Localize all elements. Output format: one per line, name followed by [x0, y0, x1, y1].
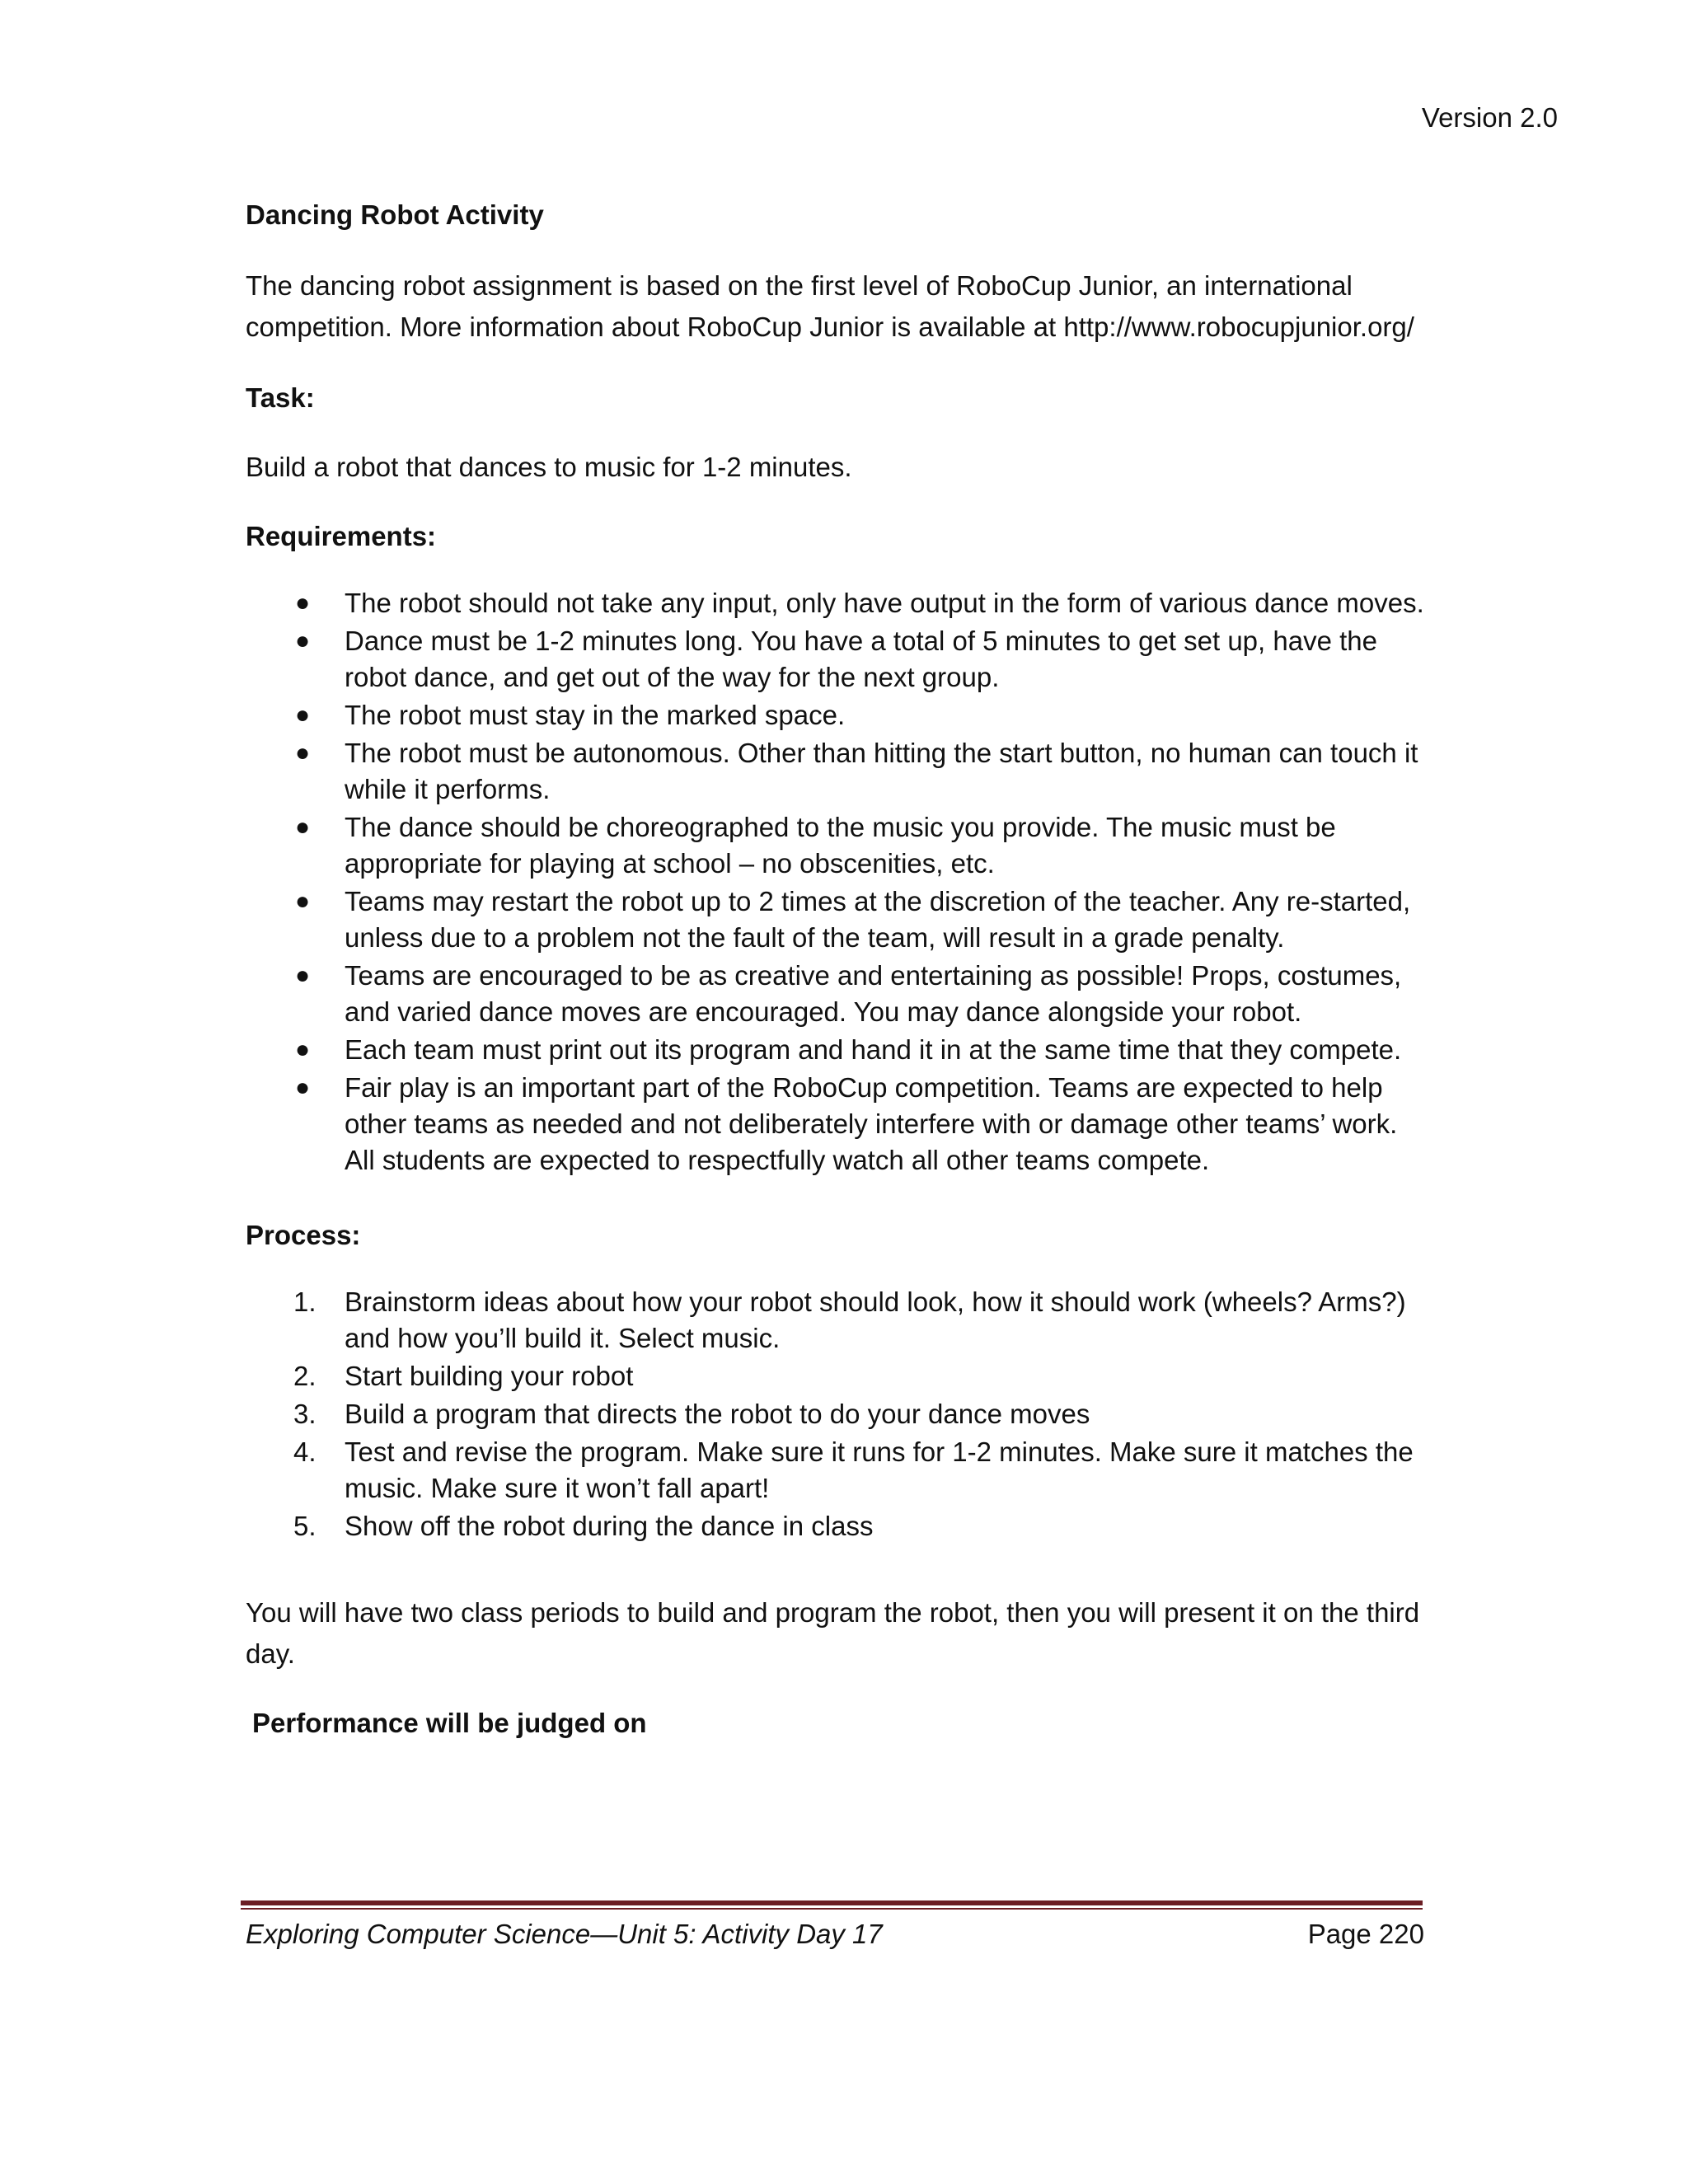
- list-item: [246, 623, 1432, 696]
- step-number: 4.: [293, 1436, 316, 1467]
- process-heading: Process:: [246, 1220, 361, 1250]
- performance-heading: Performance will be judged on: [252, 1708, 647, 1738]
- step-text: Start building your robot: [345, 1361, 634, 1391]
- step-number: 2.: [293, 1361, 316, 1391]
- bullet-icon: ●: [295, 701, 311, 729]
- version-label: Version 2.0: [1421, 102, 1558, 133]
- list-item: [246, 1396, 1432, 1432]
- list-item: [246, 883, 1432, 956]
- task-heading: Task:: [246, 382, 315, 413]
- process-list: [246, 1284, 1432, 1544]
- list-item: [246, 809, 1432, 882]
- footer-page-number: Page 220: [1307, 1919, 1424, 1949]
- requirement-text: Teams may restart the robot up to 2 times at the discretion of the teacher. Any re-started, unless due to a problem not the fault of the team, will result in a grade penalty.: [345, 886, 1411, 953]
- step-text: Build a program that directs the robot to do your dance moves: [345, 1399, 1090, 1429]
- requirement-text: Dance must be 1-2 minutes long. You have a total of 5 minutes to get set up, have the robot dance, and get out of the way for the next group.: [345, 626, 1377, 692]
- document-body: [246, 194, 1432, 1744]
- list-item: [246, 1032, 1432, 1068]
- bullet-icon: ●: [295, 962, 311, 989]
- footer-rule-thin: [241, 1908, 1423, 1910]
- list-item: [246, 1284, 1432, 1357]
- list-item: [246, 1070, 1432, 1179]
- bullet-icon: ●: [295, 627, 311, 654]
- bullet-icon: ●: [295, 888, 311, 915]
- document-title: Dancing Robot Activity: [246, 199, 544, 230]
- bullet-icon: ●: [295, 1074, 311, 1101]
- step-number: 3.: [293, 1399, 316, 1429]
- closing-paragraph: You will have two class periods to build and program the robot, then you will present it on the third day.: [246, 1597, 1420, 1669]
- requirement-text: The robot should not take any input, only have output in the form of various dance moves.: [345, 588, 1424, 618]
- requirement-text: The dance should be choreographed to the music you provide. The music must be appropriate for playing at school – no obscenities, etc.: [345, 812, 1336, 879]
- footer-rule-thick: [241, 1900, 1423, 1905]
- intro-paragraph: The dancing robot assignment is based on the first level of RoboCup Junior, an international competition. More information about RoboCup Junior is available at http://www.robocupjunior.org/: [246, 270, 1414, 342]
- bullet-icon: ●: [295, 813, 311, 841]
- step-number: 1.: [293, 1286, 316, 1317]
- requirement-text: The robot must be autonomous. Other than hitting the start button, no human can touch it while it performs.: [345, 738, 1418, 804]
- list-item: [246, 697, 1432, 733]
- step-text: Show off the robot during the dance in class: [345, 1511, 874, 1541]
- step-text: Brainstorm ideas about how your robot should look, how it should work (wheels? Arms?) and how you’ll build it. Select music.: [345, 1286, 1406, 1353]
- list-item: [246, 585, 1432, 621]
- bullet-icon: ●: [295, 589, 311, 616]
- bullet-icon: ●: [295, 739, 311, 766]
- task-text: Build a robot that dances to music for 1-2 minutes.: [246, 452, 852, 482]
- requirement-text: Fair play is an important part of the RoboCup competition. Teams are expected to help other teams as needed and not deliberately interfere with or damage other teams’ work. All students are expected to respectfully watch all other teams compete.: [345, 1072, 1398, 1175]
- step-number: 5.: [293, 1511, 316, 1541]
- requirement-text: Each team must print out its program and hand it in at the same time that they compete.: [345, 1034, 1402, 1065]
- footer-course-title: Exploring Computer Science—Unit 5: Activity Day 17: [246, 1919, 883, 1949]
- list-item: [246, 735, 1432, 808]
- list-item: [246, 1434, 1432, 1507]
- step-text: Test and revise the program. Make sure it runs for 1-2 minutes. Make sure it matches the music. Make sure it won’t fall apart!: [345, 1436, 1414, 1503]
- bullet-icon: ●: [295, 1036, 311, 1063]
- list-item: [246, 1508, 1432, 1544]
- list-item: [246, 958, 1432, 1030]
- requirements-heading: Requirements:: [246, 521, 437, 551]
- requirement-text: The robot must stay in the marked space.: [345, 700, 846, 730]
- footer-divider: [241, 1900, 1423, 1910]
- requirements-list: [246, 585, 1432, 1179]
- list-item: [246, 1358, 1432, 1394]
- requirement-text: Teams are encouraged to be as creative and entertaining as possible! Props, costumes, and varied dance moves are encouraged. You may dance alongside your robot.: [345, 960, 1402, 1027]
